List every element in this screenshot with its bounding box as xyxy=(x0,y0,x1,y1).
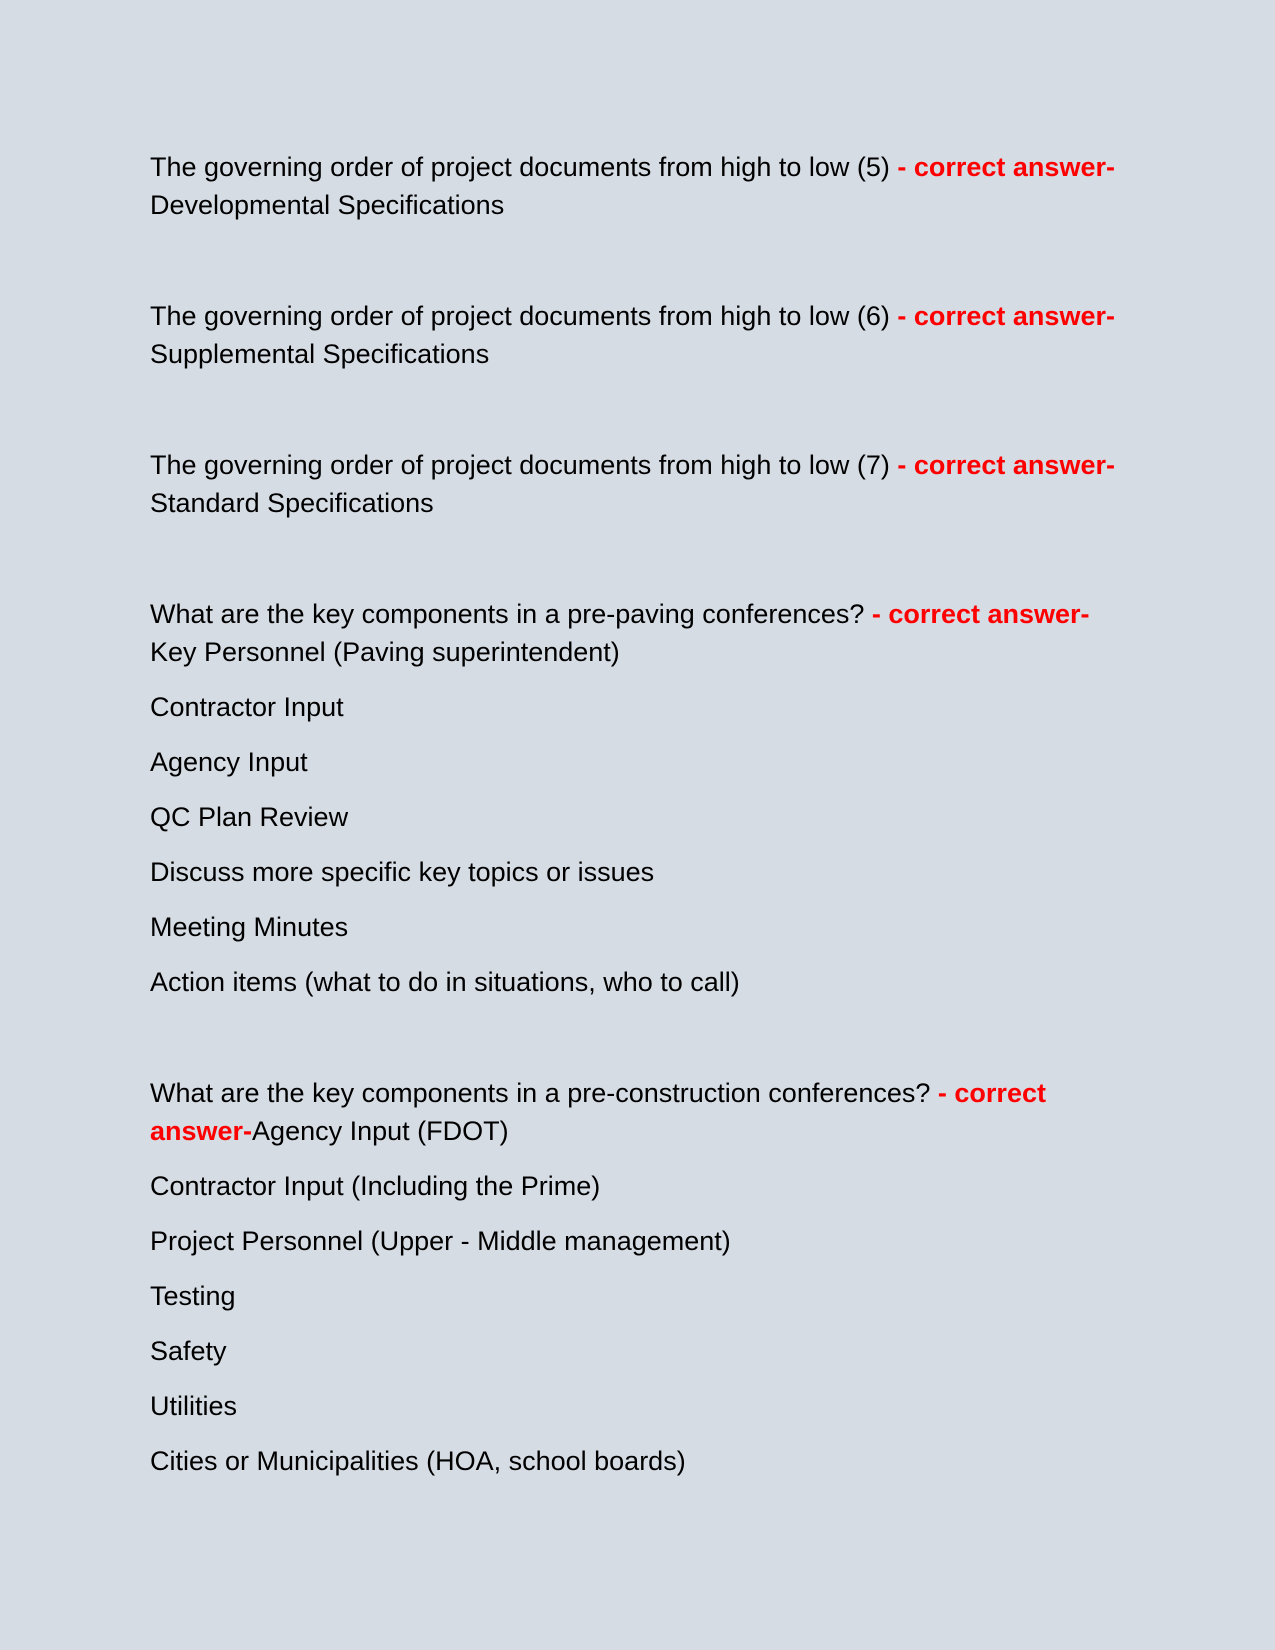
answer-list-item: Action items (what to do in situations, who to call) xyxy=(150,967,740,997)
question-text: The governing order of project documents from high to low (7) xyxy=(150,450,898,480)
answer-list-item: Contractor Input (Including the Prime) xyxy=(150,1171,601,1201)
qa-block-2 xyxy=(150,297,1125,373)
correct-answer-tag: - correct answer- xyxy=(150,1078,1046,1146)
qa-block-1 xyxy=(150,148,1125,224)
qa-entry xyxy=(150,446,1125,522)
answer-list-item: QC Plan Review xyxy=(150,802,349,832)
question-text: The governing order of project documents from high to low (5) xyxy=(150,152,898,182)
answer-list-item: Testing xyxy=(150,1281,236,1311)
answer-list-item: Utilities xyxy=(150,1391,238,1421)
answer-text: Developmental Specifications xyxy=(150,190,505,220)
qa-block-5 xyxy=(150,1074,1125,1480)
answer-text: Agency Input (FDOT) xyxy=(252,1116,509,1146)
question-text: The governing order of project documents from high to low (6) xyxy=(150,301,898,331)
answer-list-item: Project Personnel (Upper - Middle management) xyxy=(150,1226,731,1256)
qa-entry xyxy=(150,148,1125,224)
answer-list-item: Meeting Minutes xyxy=(150,912,349,942)
answer-list-item: Agency Input xyxy=(150,747,308,777)
qa-block-3 xyxy=(150,446,1125,522)
qa-block-4 xyxy=(150,595,1125,1001)
correct-answer-tag: - correct answer- xyxy=(897,450,1115,480)
answer-list-item: Discuss more specific key topics or issues xyxy=(150,857,655,887)
correct-answer-tag: - correct answer- xyxy=(897,152,1115,182)
question-text: What are the key components in a pre-paving conferences? xyxy=(150,599,872,629)
qa-entry xyxy=(150,1074,1125,1150)
answer-list-item: Safety xyxy=(150,1336,227,1366)
document-page xyxy=(150,148,1125,1480)
answer-text: Supplemental Specifications xyxy=(150,339,490,369)
answer-text: Standard Specifications xyxy=(150,488,434,518)
answer-list-item: Cities or Municipalities (HOA, school boards) xyxy=(150,1446,686,1476)
correct-answer-tag: - correct answer- xyxy=(897,301,1115,331)
answer-text: Key Personnel (Paving superintendent) xyxy=(150,637,620,667)
correct-answer-tag: - correct answer- xyxy=(871,599,1090,629)
question-text: What are the key components in a pre-construction conferences? xyxy=(150,1078,938,1108)
qa-entry xyxy=(150,595,1125,671)
qa-entry xyxy=(150,297,1125,373)
answer-list-item: Contractor Input xyxy=(150,692,344,722)
